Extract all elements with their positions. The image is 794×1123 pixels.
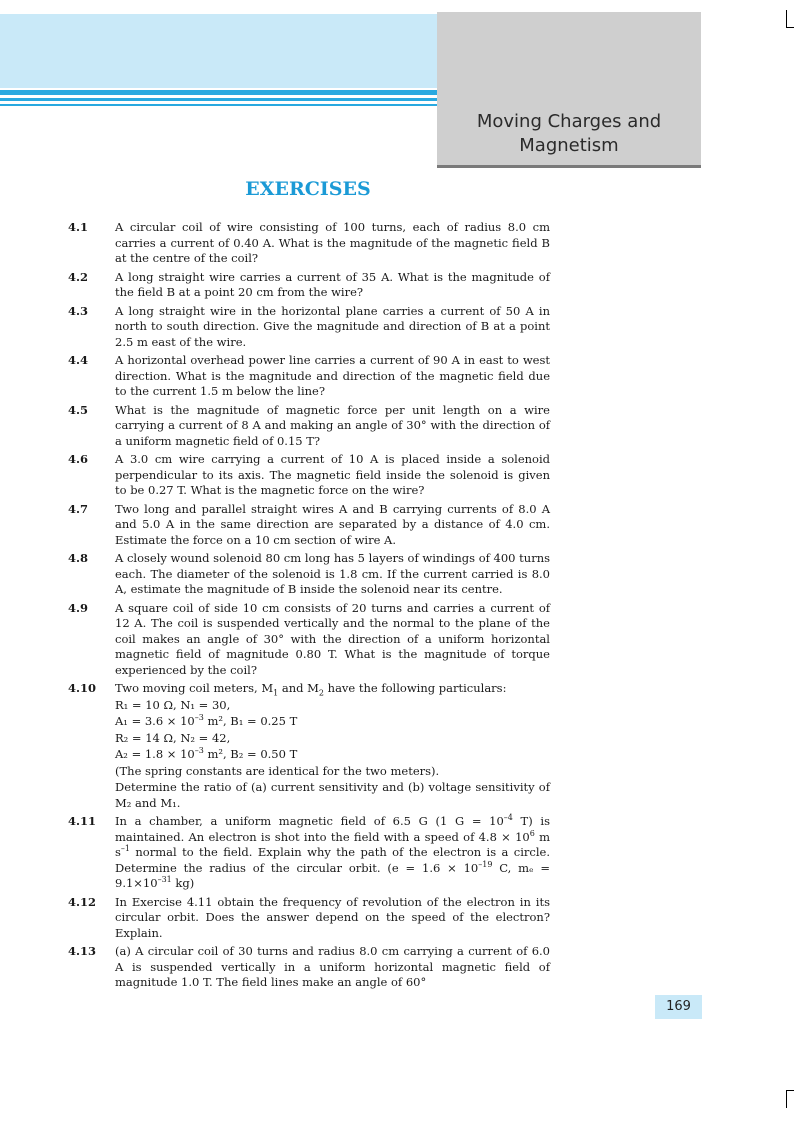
exercise-text: A closely wound solenoid 80 cm long has 5 layers of windings of 400 turns each. The diameter of the solenoid is 1.8 cm. If the current carried is 8.0 A, estimate the magnitude of B inside the solenoid near its centre. — [115, 551, 550, 596]
exercise-number: 4.1 — [68, 220, 89, 234]
exercise-item — [68, 270, 550, 301]
exercise-item — [68, 220, 550, 267]
crop-mark — [786, 1090, 794, 1091]
exercise-text — [115, 681, 550, 811]
exercise-line: Two moving coil meters, $M_1$ and $M_2$ have the following particulars: — [115, 681, 507, 698]
exercise-number: 4.8 — [68, 551, 89, 565]
section-heading: EXERCISES — [245, 178, 371, 200]
exercise-item — [68, 304, 550, 351]
exercise-item — [68, 452, 550, 499]
exercise-text: Two long and parallel straight wires A and B carrying currents of 8.0 A and 5.0 A in the same direction are separated by a distance of 4.0 cm. Estimate the force on a 10 cm section of wire A. — [115, 501, 550, 547]
exercise-text: In Exercise 4.11 obtain the frequency of revolution of the electron in its circular orbit. Does the answer depend on the speed of the electron? Explain. — [115, 894, 550, 940]
exercise-line: $A_1 = 3.6 \times 10^{-3}$ m², B₁ = 0.25 T — [115, 713, 298, 728]
exercise-text: A horizontal overhead power line carries a current of 90 A in east to west direction. What is the magnitude and direction of the magnetic field due to the current 1.5 m below the line? — [115, 353, 550, 398]
exercise-item — [68, 681, 550, 811]
exercise-item — [68, 895, 550, 942]
crop-mark — [786, 1090, 787, 1108]
exercise-text: A long straight wire carries a current of 35 A. What is the magnitude of the field B at a point 20 cm from the wire? — [115, 269, 550, 299]
exercise-line: $A_2 = 1.8 \times 10^{-3}$ m², B₂ = 0.50 T — [115, 746, 298, 761]
exercise-line: R₂ = 14 Ω, N₂ = 42, — [115, 730, 231, 745]
exercise-line: R₁ = 10 Ω, N₁ = 30, — [115, 697, 231, 712]
crop-mark — [786, 27, 794, 28]
exercise-number: 4.11 — [68, 814, 97, 828]
exercise-item — [68, 502, 550, 549]
exercise-number: 4.10 — [68, 681, 97, 695]
exercise-number: 4.4 — [68, 353, 89, 367]
exercise-number: 4.7 — [68, 501, 89, 516]
header-stripe — [0, 90, 437, 95]
header-stripe — [0, 104, 437, 106]
header-band — [0, 14, 437, 88]
exercise-item — [68, 944, 550, 991]
exercise-text: A long straight wire in the horizontal plane carries a current of 50 A in north to south direction. Give the magnitude and direction of B at a point 2.5 m east of the wire. — [115, 303, 550, 349]
exercise-text: What is the magnitude of magnetic force per unit length on a wire carrying a current of 8 A and making an angle of 30° with the direction of a uniform magnetic field of 0.15 T? — [115, 402, 550, 448]
exercise-text: A 3.0 cm wire carrying a current of 10 A is placed inside a solenoid perpendicular to its axis. The magnetic field inside the solenoid is given to be 0.27 T. What is the magnetic force on the wire? — [115, 452, 550, 497]
exercise-text: A circular coil of wire consisting of 100 turns, each of radius 8.0 cm carries a current of 0.40 A. What is the magnitude of the magnetic field B at the centre of the coil? — [115, 220, 550, 265]
page-number: 169 — [655, 995, 702, 1019]
exercise-line: Determine the ratio of (a) current sensitivity and (b) voltage sensitivity of M₂ and M₁. — [115, 780, 550, 810]
exercise-text: (a) A circular coil of 30 turns and radius 8.0 cm carrying a current of 6.0 A is suspended vertically in a uniform horizontal magnetic field of magnitude 1.0 T. The field lines make an angle of 60° — [115, 944, 550, 989]
exercise-item — [68, 551, 550, 598]
exercise-number: 4.6 — [68, 452, 89, 466]
exercise-text: A square coil of side 10 cm consists of 20 turns and carries a current of 12 A. The coil is suspended vertically and the normal to the plane of the coil makes an angle of 30° with the direction of a uniform horizontal magnetic field of magnitude 0.80 T. What is the magnitude of torque experienced by the coil? — [115, 600, 550, 677]
exercise-item — [68, 814, 550, 892]
exercise-number: 4.5 — [68, 402, 89, 417]
header-stripe — [0, 98, 437, 101]
chapter-title-box — [437, 12, 701, 168]
exercise-item — [68, 353, 550, 400]
exercise-number: 4.3 — [68, 303, 89, 318]
exercise-item — [68, 601, 550, 679]
exercise-text: In a chamber, a uniform magnetic field of 6.5 G (1 $G = 10^{-4}$ T) is maintained. An electron is shot into the field with a speed of $4.8 \times 10^6$ m $s^{-1}$ normal to the field. Explain why the path of the electron is a circle. Determine the radius of the circular orbit. ($e = 1.6 \times 10^{-19}$ C, $m_e = 9.1\times 10^{-31}$ kg) — [115, 813, 551, 890]
exercise-number: 4.13 — [68, 944, 97, 958]
exercise-list — [68, 220, 550, 994]
chapter-title: Moving Charges and Magnetism — [476, 111, 662, 156]
exercise-item — [68, 403, 550, 450]
exercise-number: 4.9 — [68, 600, 89, 615]
exercise-number: 4.12 — [68, 894, 97, 909]
crop-mark — [786, 10, 787, 28]
exercise-number: 4.2 — [68, 269, 89, 284]
exercise-line: (The spring constants are identical for the two meters). — [115, 763, 440, 778]
